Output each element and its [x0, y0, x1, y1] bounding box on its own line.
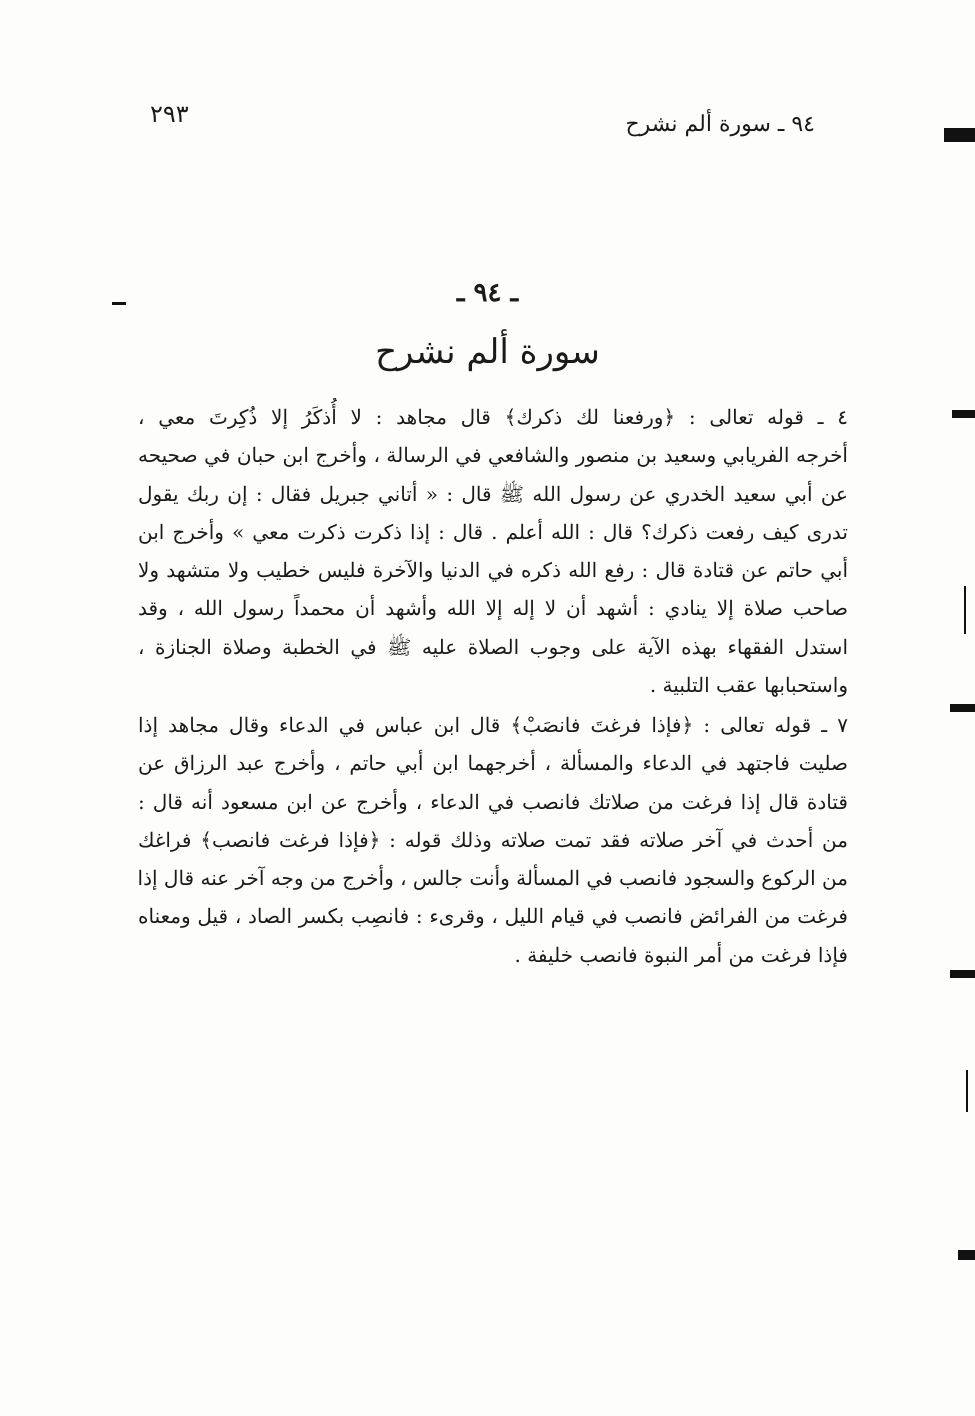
- text-line: واستحبابها عقب التلبية .: [649, 673, 848, 698]
- edge-mark-decoration: [944, 128, 975, 142]
- text-line: فإذا فرغت من أمر النبوة فانصب خليفة .: [514, 942, 848, 967]
- page-number: ٢٩٣: [150, 100, 189, 128]
- running-title: ٩٤ ـ سورة ألم نشرح: [625, 112, 815, 137]
- text-line: من أحدث في آخر صلاته فقد تمت صلاته وذلك قوله : ﴿فإذا فرغت فانصب﴾ فراغك: [138, 827, 848, 852]
- edge-mark-decoration: [964, 586, 966, 634]
- text-line: صاحب صلاة إلا ينادي : أشهد أن لا إله إلا الله وأشهد أن محمداً رسول الله ، وقد: [138, 596, 848, 621]
- section-number: ـ ٩٤ ـ: [456, 278, 519, 308]
- paragraph-verse-4: [138, 398, 848, 704]
- edge-mark-decoration: [950, 970, 975, 978]
- edge-mark-decoration: [952, 410, 975, 418]
- text-line: أبي حاتم عن قتادة قال : رفع الله ذكره في الدنيا والآخرة فليس خطيب ولا متشهد ولا: [138, 558, 848, 583]
- text-line: استدل الفقهاء بهذه الآية على وجوب الصلاة عليه ﷺ في الخطبة وصلاة الجنازة ،: [138, 634, 848, 659]
- text-line: من الركوع والسجود فانصب في المسألة وأنت جالس ، وأخرج من وجه آخر عنه قال إذا: [138, 866, 848, 891]
- text-line: فرغت من الفرائض فانصب في قيام الليل ، وقرىء : فانصِب بكسر الصاد ، قيل ومعناه: [138, 904, 848, 929]
- surah-title: سورة ألم نشرح: [375, 332, 600, 372]
- text-line: أخرجه الفريابي وسعيد بن منصور والشافعي في الرسالة ، وأخرج ابن حبان في صحيحه: [138, 443, 848, 468]
- text-line: قتادة قال إذا فرغت من صلاتك فانصب في الدعاء ، وأخرج عن ابن مسعود أنه قال :: [138, 789, 848, 814]
- text-line: تدرى كيف رفعت ذكرك؟ قال : الله أعلم . قال : إذا ذكرت ذكرت معي » وأخرج ابن: [138, 519, 848, 544]
- text-line: ٤ ـ قوله تعالى : ﴿ورفعنا لك ذكرك﴾ قال مجاهد : لا أُذكَرُ إلا ذُكِرتَ معي ،: [138, 405, 848, 429]
- paragraph-verse-7: [138, 706, 848, 974]
- edge-mark-decoration: [958, 1250, 975, 1260]
- edge-mark-decoration: [966, 1070, 968, 1112]
- edge-mark-decoration: [950, 704, 975, 712]
- text-line: عن أبي سعيد الخدري عن رسول الله ﷺ قال : « أتاني جبريل فقال : إن ربك يقول: [138, 481, 848, 506]
- text-line: ٧ ـ قوله تعالى : ﴿فإذا فرغتَ فانصَبْ﴾ قال ابن عباس في الدعاء وقال مجاهد إذا: [138, 713, 848, 737]
- text-line: صليت فاجتهد في الدعاء والمسألة ، أخرجهما ابن أبي حاتم ، وأخرج عبد الرزاق عن: [138, 751, 848, 776]
